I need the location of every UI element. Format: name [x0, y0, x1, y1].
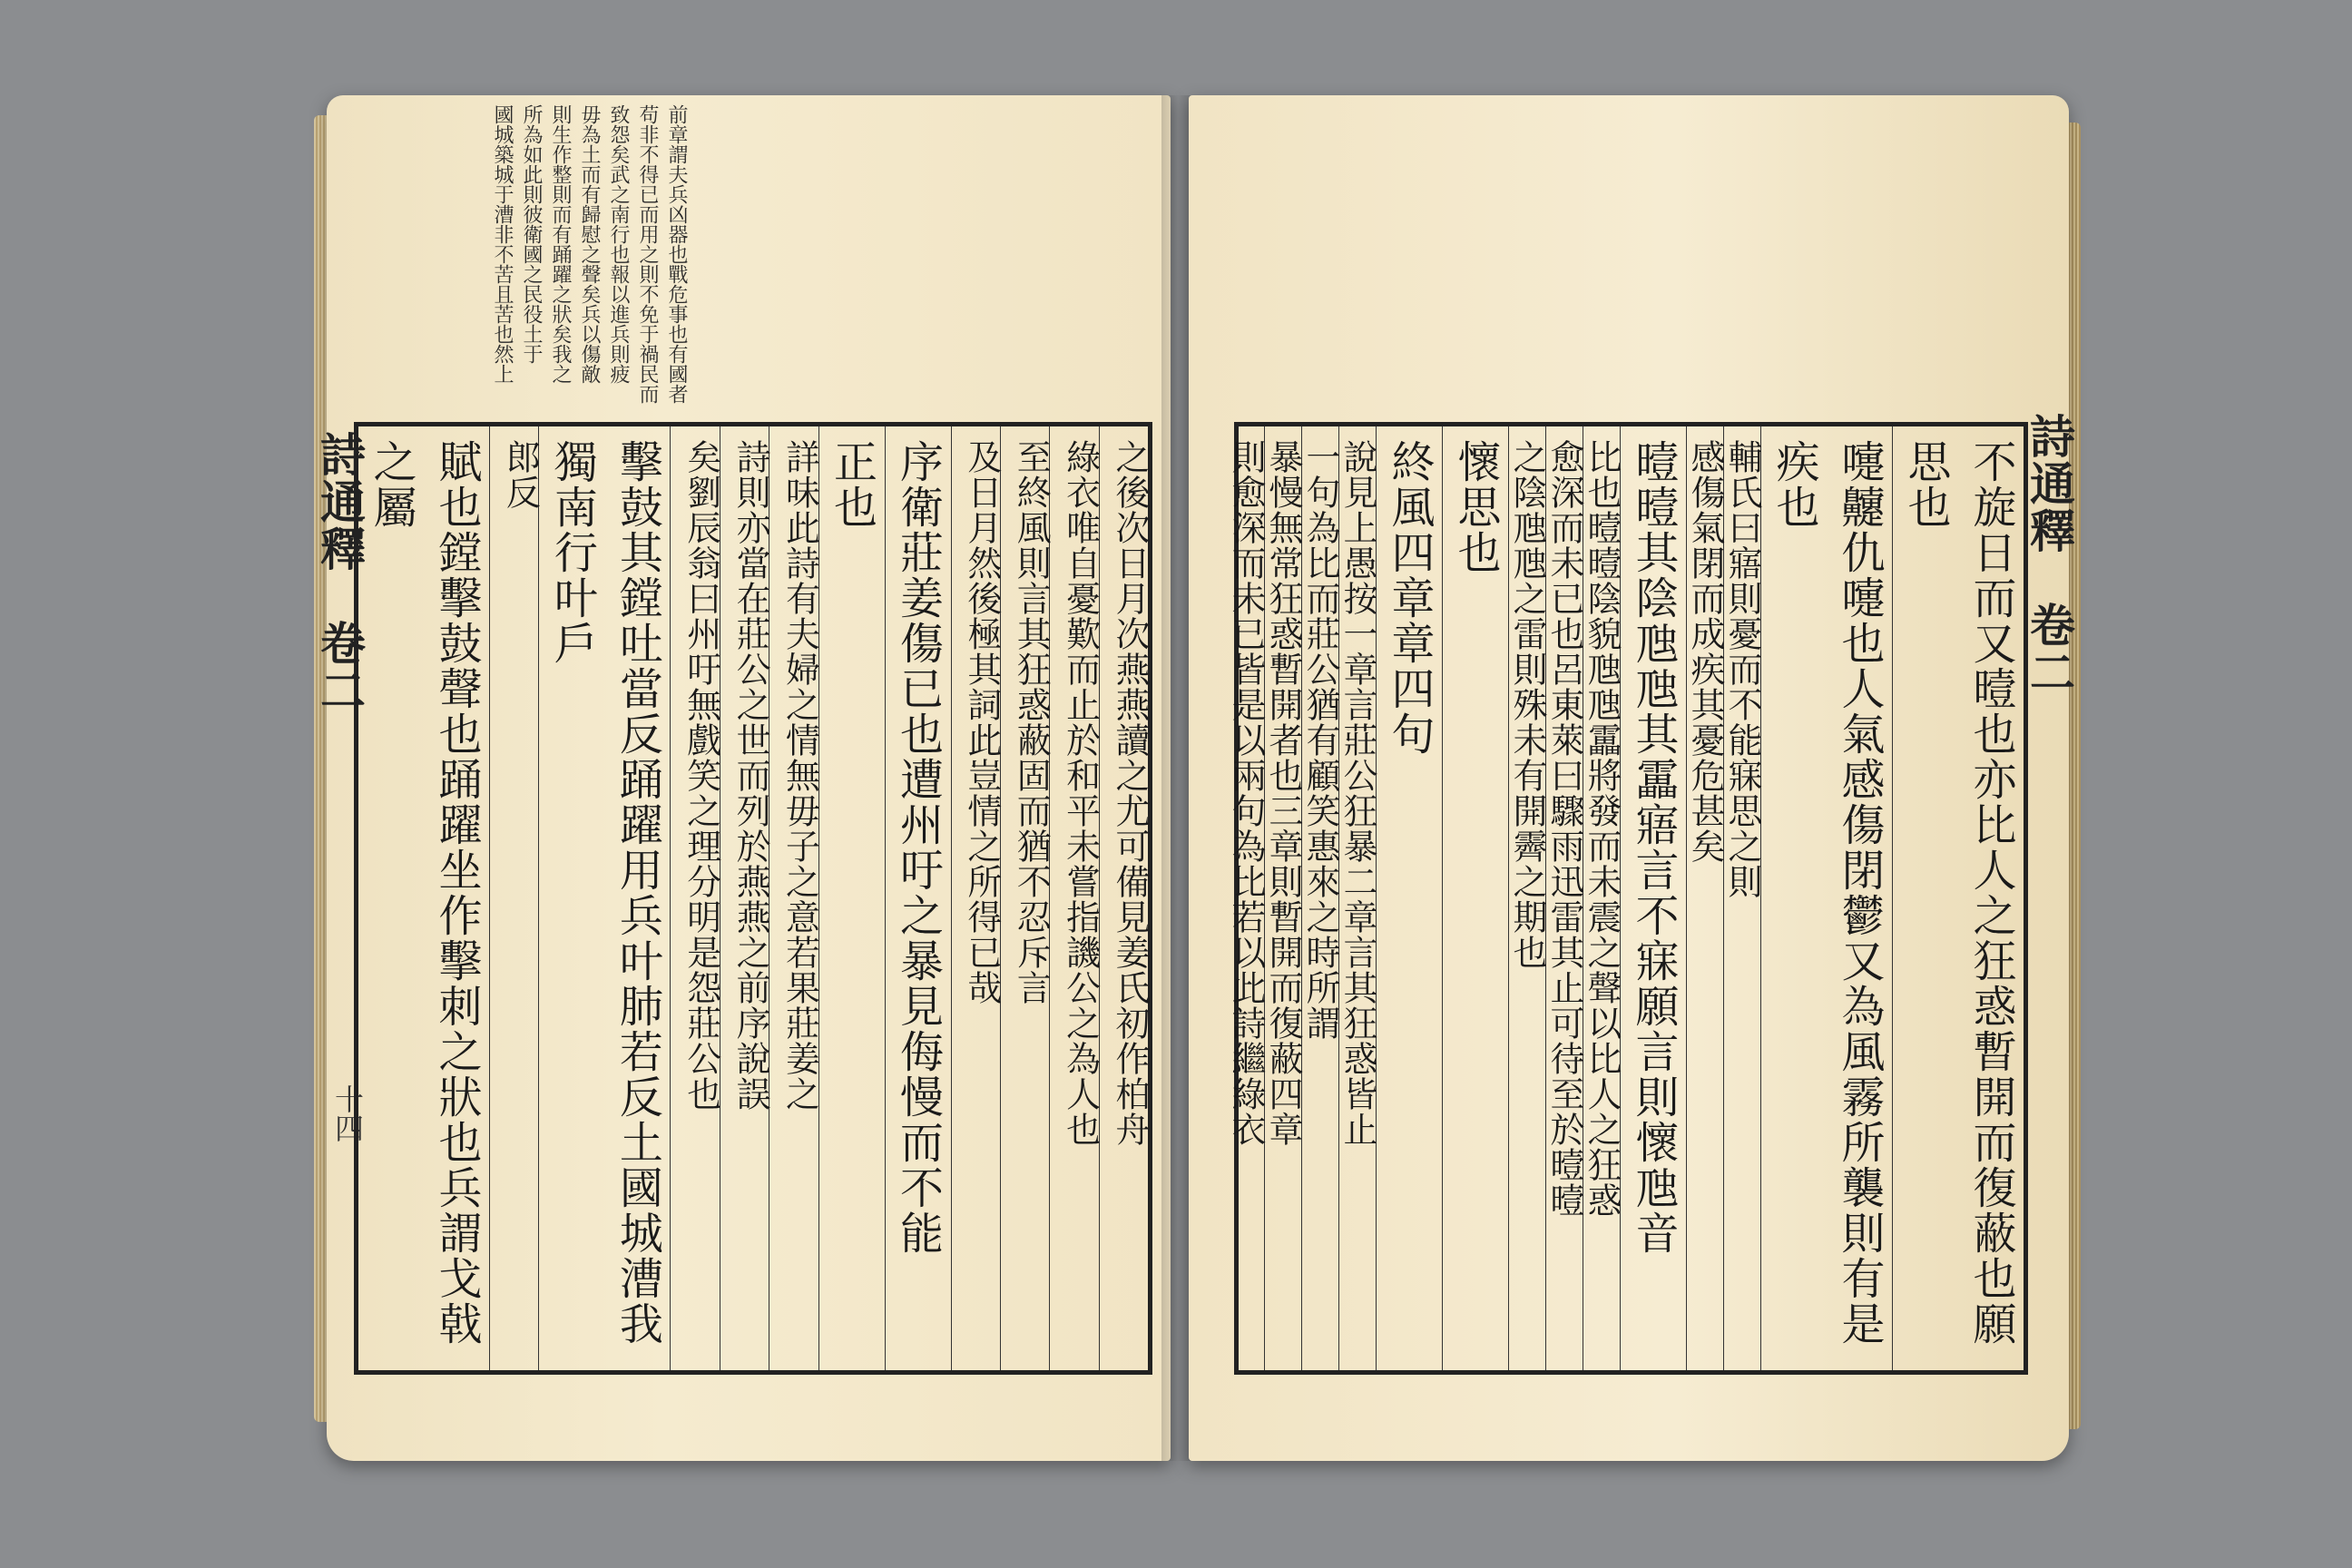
marginal-notes	[390, 104, 690, 417]
note-line: 所為如此則彼衛國之民役土于	[520, 104, 543, 364]
side-title-left: 詩通釋 卷二	[313, 431, 367, 714]
note-line: 毋為土而有歸慰之聲矣兵以傷敵	[578, 104, 601, 384]
side-title-right: 詩通釋 卷二	[2023, 413, 2076, 696]
text-column: 愈深而未已也呂東萊曰驟雨迅雷其止可待至於曀曀	[1545, 426, 1583, 1370]
text-column: 說見上愚按一章言莊公狂暴二章言其狂惑皆止	[1338, 426, 1376, 1370]
text-column: 賦也鏜擊鼓聲也踊躍坐作擊刺之狀也兵謂戈戟之屬	[366, 439, 482, 1347]
note-line: 則生作整則而有踊躍之狀矣我之	[549, 104, 572, 384]
text-column: 則愈深而未已皆是以兩句為比若以此詩繼綠衣	[1226, 439, 1266, 1147]
note-line: 致怨矣武之南行也報以進兵則疲	[607, 104, 630, 384]
text-column: 比也曀曀陰貌虺虺靁將發而未震之聲以比人之狂惑	[1583, 426, 1620, 1370]
text-column: 曀曀其陰虺虺其靁寤言不寐願言則懷虺音	[1620, 426, 1686, 1370]
open-book	[313, 95, 2076, 1461]
note-line: 前章謂夫兵凶器也戰危事也有國者	[665, 104, 688, 404]
text-column: 序衛莊姜傷已也遭州吁之暴見侮慢而不能	[885, 426, 951, 1370]
text-frame-left	[354, 422, 1152, 1375]
text-column: 嚏䶑仇嚏也人氣感傷閉鬱又為風霧所襲則有是疾也	[1760, 426, 1892, 1370]
text-column: 輔氏曰寤則憂而不能寐思之則	[1723, 426, 1760, 1370]
text-column: 終風四章章四句	[1376, 426, 1442, 1370]
text-column: 郎反	[489, 426, 538, 1370]
text-column: 矣劉辰翁曰州吁無戲笑之理分明是怨莊公也	[670, 426, 719, 1370]
text-column: 詩則亦當在莊公之世而列於燕燕之前序說誤	[720, 426, 769, 1370]
left-page	[313, 95, 1171, 1461]
text-column: 不旋日而又曀也亦比人之狂惑暫開而復蔽也願思也	[1892, 426, 2024, 1370]
page-number: 十四	[330, 1084, 365, 1142]
text-column: 擊鼓其鏜吐當反踊躍用兵叶肺若反土國城漕我獨南行叶戶	[538, 426, 670, 1370]
text-column: 綠衣唯自憂歎而止於和平未嘗指譏公之為人也	[1049, 426, 1098, 1370]
text-column: 詳味此詩有夫婦之情無毋子之意若果莊姜之	[769, 426, 818, 1370]
note-line: 苟非不得已而用之則不免于禍民而	[636, 104, 659, 404]
text-column: 懷思也	[1442, 426, 1508, 1370]
text-frame-right	[1226, 422, 2028, 1375]
text-column: 感傷氣閉而成疾其憂危甚矣	[1686, 426, 1723, 1370]
text-column: 暴慢無常狂惑暫開者也三章則暫開而復蔽四章	[1264, 426, 1301, 1370]
text-column: 及日月然後極其詞此豈情之所得已哉	[951, 426, 1000, 1370]
text-column: 至終風則言其狂惑蔽固而猶不忍斥言	[1000, 426, 1049, 1370]
note-line: 國城築城于漕非不苦且苦也然上	[491, 104, 514, 384]
text-column: 之後次日月次燕燕讀之尤可備見姜氏初作柏舟	[1099, 426, 1148, 1370]
text-column: 之陰虺虺之雷則殊未有開霽之期也	[1508, 426, 1545, 1370]
text-column: 正也	[818, 426, 885, 1370]
text-column: 一句為比而莊公猶有顧笑惠來之時所謂	[1301, 426, 1338, 1370]
right-page	[1189, 95, 2076, 1461]
